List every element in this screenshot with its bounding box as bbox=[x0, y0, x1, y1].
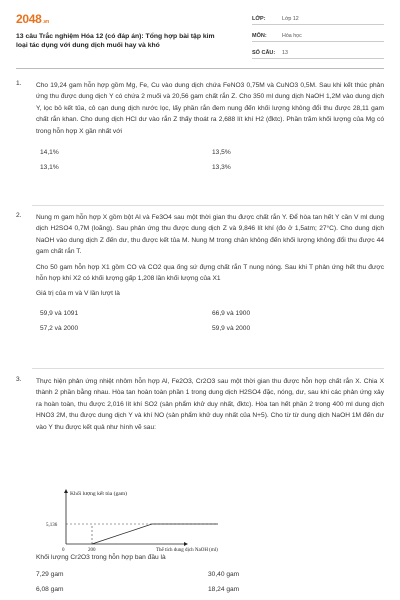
y-axis-label: Khối lượng kết tủa (gam) bbox=[70, 491, 127, 497]
question-separator bbox=[32, 205, 384, 206]
x-axis-label: Thể tích dung dịch NaOH (ml) bbox=[156, 548, 218, 553]
meta-value: Hóa học bbox=[282, 33, 302, 39]
meta-subject bbox=[252, 29, 384, 42]
option-d[interactable]: 59,9 và 2000 bbox=[212, 324, 251, 332]
logo-text: 2048 bbox=[16, 12, 42, 26]
meta-question-count bbox=[252, 46, 384, 59]
option-c[interactable]: 57,2 và 2000 bbox=[40, 324, 79, 332]
question-number: 3. bbox=[16, 376, 22, 383]
question-text: Nung m gam hỗn hợp X gồm bột Al và Fe3O4 sau một thời gian thu được chất rắn Y. Để hòa tan hết Y cần V ml dung dịch H2SO4 0,7M (loãng). Sau phản ứng thu được dung dịch Z và 9,846 lít khí (đo ở 1,5atm; 27°C). Cho dung dịch NaOH vào dung dịch Z đến dư, thu được kết tủa M. Nung M trong chân không đến khối lượng không đổi thu được 44 gam chất rắn T. bbox=[36, 214, 384, 256]
option-c[interactable]: 13,1% bbox=[40, 164, 59, 172]
question-prompt: Khối lượng Cr2O3 trong hỗn hợp ban đầu là bbox=[36, 554, 166, 561]
x-axis-arrow bbox=[184, 542, 188, 546]
question-2 bbox=[16, 212, 384, 332]
option-a[interactable]: 59,9 và 1091 bbox=[40, 309, 79, 317]
meta-grade bbox=[252, 12, 384, 25]
answer-options bbox=[36, 571, 380, 593]
option-b[interactable]: 13,5% bbox=[212, 149, 231, 157]
header-divider bbox=[16, 68, 384, 69]
precipitate-curve bbox=[92, 524, 218, 544]
x-tick-origin: 0 bbox=[62, 548, 65, 553]
question-text: Thực hiện phản ứng nhiệt nhôm hỗn hợp Al, Fe2O3, Cr2O3 sau một thời gian thu được hỗn hợp chất rắn X. Chia X thành 2 phần bằng nhau. Hòa tan hoàn toàn phần 1 trong dung dịch H2SO4 đặc, nóng, dư, sau khi các phản ứng xảy ra hoàn toàn, thu được 2,016 lít khí SO2 (sản phẩm khử duy nhất, đktc). Hòa tan hết phần 2 trong 400 ml dung dịch HNO3 2M, thu được dung dịch Y và khí NO (sản phẩm khử duy nhất của N+5). Cho từ từ dung dịch NaOH 1M đến dư vào Y thu được kết quả như hình vẽ sau: bbox=[36, 378, 384, 431]
option-b[interactable]: 30,40 gam bbox=[208, 571, 240, 578]
question-1 bbox=[16, 80, 384, 171]
question-3 bbox=[16, 376, 384, 433]
site-logo[interactable] bbox=[16, 12, 49, 26]
question-separator bbox=[32, 368, 384, 369]
answer-options bbox=[40, 310, 384, 332]
precipitate-graph bbox=[36, 488, 316, 553]
meta-value: Lớp 12 bbox=[282, 16, 299, 22]
y-axis-arrow bbox=[64, 489, 68, 493]
question-text-2: Cho 50 gam hỗn hợp X1 gồm CO và CO2 qua ống sứ đựng chất rắn T nung nóng. Sau khi T phản ứng hết thu được hỗn hợp khí X2 có khối lượng gấp 1,208 lần khối lượng của X1 bbox=[36, 263, 384, 283]
meta-label: SỐ CÂU: bbox=[252, 50, 276, 56]
question-number: 2. bbox=[16, 212, 22, 219]
y-tick-label: 5,136 bbox=[46, 523, 58, 528]
logo-suffix: .vn bbox=[42, 19, 49, 25]
meta-panel bbox=[252, 12, 384, 63]
option-b[interactable]: 66,9 và 1900 bbox=[212, 309, 251, 317]
meta-label: LỚP: bbox=[252, 16, 266, 22]
question-3-continued bbox=[36, 554, 380, 593]
document-title: 13 câu Trắc nghiệm Hóa 12 (có đáp án): Tổng hợp bài tập kim loại tác dụng với dung dịch muối hay và khó bbox=[16, 33, 215, 49]
option-c[interactable]: 6,08 gam bbox=[36, 586, 64, 593]
meta-label: MÔN: bbox=[252, 33, 267, 39]
option-a[interactable]: 7,29 gam bbox=[36, 571, 64, 578]
option-d[interactable]: 13,3% bbox=[212, 164, 231, 172]
answer-options bbox=[40, 149, 384, 171]
option-a[interactable]: 14,1% bbox=[40, 149, 59, 157]
question-prompt: Giá trị của m và V lần lượt là bbox=[36, 290, 120, 298]
question-number: 1. bbox=[16, 80, 22, 87]
meta-value: 13 bbox=[282, 50, 288, 56]
option-d[interactable]: 18,24 gam bbox=[208, 586, 240, 593]
question-text: Cho 19,24 gam hỗn hợp gồm Mg, Fe, Cu vào dung dịch chứa FeNO3 0,75M và CuNO3 0,5M. Sau khi kết thúc phản ứng thu được dung dịch Y có chứa 2 muối và 20,56 gam chất rắn Z. Cho 350 ml dung dịch NaOH 1,2M vào dung dịch Y, lọc bỏ kết tủa, cô cạn dung dịch nước lọc, lấy phần rắn đem nung đến khối lượng không đổi thu được 28,11 gam chất rắn khan. Cho dung dịch HCl dư vào rắn Z thấy thoát ra 2,688 lít khí H2 (đktc). Phần trăm khối lượng của Mg có trong hỗn hợp X gần nhất với bbox=[36, 82, 384, 135]
x-tick-label: 200 bbox=[88, 548, 96, 553]
